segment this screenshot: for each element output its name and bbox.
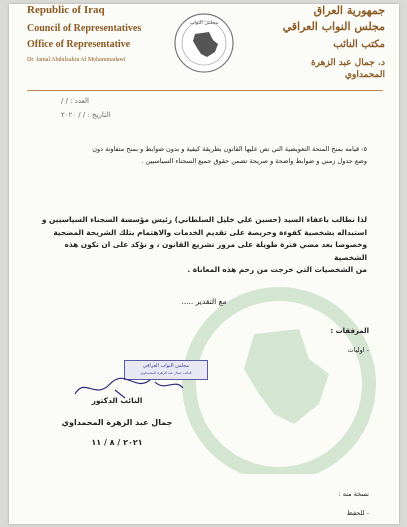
attachment-item: - اوليات bbox=[347, 346, 369, 354]
signer-name: جمال عبد الزهرة المحمداوي bbox=[61, 418, 173, 427]
paragraph-2-line-2: استبداله بشخصية كفوءة وحريصة على تقديم الخدمات والاهتمام بتلك الشريحة المضحية bbox=[53, 227, 367, 237]
paragraph-2-line-3: وخصوصا بعد مضي فترة طويلة على مرور تشريع القانون ، و نؤكد على ان تكون هذه الشخصية bbox=[64, 240, 367, 262]
closing-regards: مع التقدير ..... bbox=[181, 297, 227, 306]
header-divider bbox=[27, 90, 383, 91]
stamp-line-1: مجلس النواب العراقي bbox=[142, 363, 190, 369]
header-arabic bbox=[273, 4, 385, 81]
header-en-name: Dr. Jamal Abdulzahra Al Mohammadawi bbox=[27, 57, 126, 63]
council-emblem-icon bbox=[173, 12, 235, 74]
header-english bbox=[27, 4, 177, 64]
header-ar-country: جمهورية العراق bbox=[313, 4, 385, 17]
paragraph-2 bbox=[31, 214, 367, 277]
header-en-country: Republic of Iraq bbox=[27, 4, 105, 16]
header-en-office: Office of Representative bbox=[27, 39, 131, 50]
emblem-label: مجلس النواب bbox=[189, 20, 219, 26]
signer-title: النائب الدكتور bbox=[91, 396, 143, 405]
reference-date: التاريخ : / / ٢٠٢٠ bbox=[61, 111, 111, 119]
paragraph-1 bbox=[31, 143, 367, 167]
header-ar-name: د. جمال عبد الزهرة المحمداوي bbox=[310, 58, 385, 80]
copy-to-item: - للحفظ bbox=[346, 509, 369, 517]
paragraph-1-line-2: وضع جدول زمني و ضوابط واضحة و صريحة تضمن حقوق جميع السجناء السياسيين . bbox=[141, 157, 367, 165]
stamp-line-2: النائب جمال عبد الزهرة المحمداوي bbox=[140, 371, 192, 375]
header-en-council: Council of Representatives bbox=[27, 23, 142, 34]
paragraph-2-line-1: لذا نطالب باعفاء السيد (حسين علي خليل السلطاني) رئيس مؤسسة السجناء السياسيين و bbox=[41, 215, 367, 224]
paragraph-1-line-1: ٥- قيامه بمنح المنحة التعويضية التي نص عليها القانون بطريقة كيفية و بدون ضوابط و بمنح متفاوتة دون bbox=[92, 145, 367, 153]
header-ar-council: مجلس النواب العراقي bbox=[282, 20, 385, 33]
paragraph-2-line-4: من الشخصيات التي خرجت من رحم هذه المعاناة . bbox=[187, 265, 367, 274]
attachments-label: المرفقات : bbox=[330, 327, 369, 335]
document-page bbox=[9, 4, 399, 524]
header-ar-office: مكتب النائب bbox=[333, 39, 385, 50]
copy-to-label: نسخة منه : bbox=[338, 490, 369, 498]
reference-number: العدد : / / bbox=[61, 97, 89, 105]
signature-date: ٢٠٢١ / ٨ / ١١ bbox=[91, 438, 143, 447]
